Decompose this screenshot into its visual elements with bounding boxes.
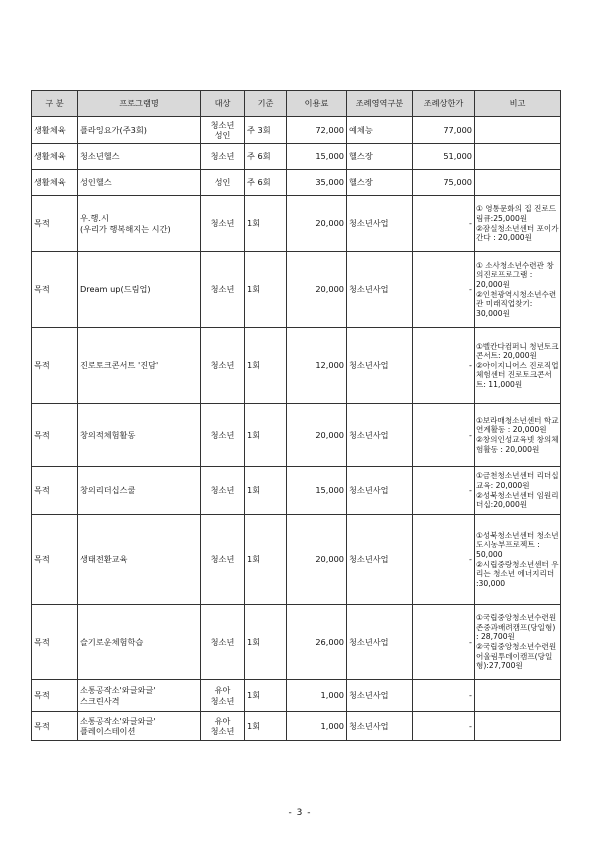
cell-fee: 15,000 (287, 144, 347, 170)
cell-target (201, 170, 245, 196)
cell-category: 목적 (32, 712, 78, 741)
cell-cap: - (413, 467, 475, 515)
cell-category: 목적 (32, 252, 78, 328)
cell-area: 청소년사업 (347, 515, 413, 605)
cell-cap: - (413, 515, 475, 605)
note-line: ②시립중랑청소년센터 우리는 청소년 에너지리더 :30,000 (476, 559, 559, 588)
cell-target (201, 252, 245, 328)
note-line: ① 소사청소년수련관 창의진로프로그램 : 20,000원 (476, 260, 554, 289)
cell-area: 청소년사업 (347, 404, 413, 467)
cell-target (201, 196, 245, 252)
cell-program (78, 712, 201, 741)
cell-basis: 1회 (245, 712, 287, 741)
cell-category: 목적 (32, 196, 78, 252)
cell-category: 목적 (32, 467, 78, 515)
note-wrapper (476, 342, 559, 390)
cell-category: 목적 (32, 404, 78, 467)
header-target: 대상 (201, 91, 245, 117)
cell-note (475, 605, 561, 680)
cell-basis: 주 3회 (245, 117, 287, 144)
cell-program (78, 196, 201, 252)
cell-fee: 1,000 (287, 680, 347, 712)
cell-basis: 1회 (245, 515, 287, 605)
cell-cap: 51,000 (413, 144, 475, 170)
cell-basis: 1회 (245, 328, 287, 404)
cell-note (475, 252, 561, 328)
cell-note (475, 117, 561, 144)
cell-note (475, 680, 561, 712)
note-line: ②성북청소년센터 임원리더십:20,000원 (476, 490, 559, 510)
program-name-line: 소통공작소'와글와글' (80, 715, 156, 726)
note-body (476, 613, 559, 671)
target-line: 청소년 (210, 695, 235, 706)
cell-basis: 1회 (245, 605, 287, 680)
cell-cap: - (413, 404, 475, 467)
target-line: 청소년 (210, 429, 235, 440)
cell-category: 목적 (32, 328, 78, 404)
header-basis: 기준 (245, 91, 287, 117)
cell-area: 청소년사업 (347, 467, 413, 515)
cell-basis: 주 6회 (245, 170, 287, 196)
cell-program (78, 117, 201, 144)
cell-target (201, 680, 245, 712)
cell-cap: - (413, 605, 475, 680)
table-row (32, 196, 561, 252)
fee-table-sheet (31, 90, 560, 741)
cell-cap: 77,000 (413, 117, 475, 144)
cell-program (78, 144, 201, 170)
cell-note (475, 712, 561, 741)
header-area: 조례영역구분 (347, 91, 413, 117)
target-line: 청소년 (210, 636, 235, 647)
table-row (32, 680, 561, 712)
note-wrapper (476, 531, 559, 589)
program-fee-table (31, 90, 561, 741)
program-name-line: 소통공작소'와글와글' (80, 685, 156, 696)
cell-target (201, 328, 245, 404)
table-header-row (32, 91, 561, 117)
note-line: ① 영통문화의 집 진로드림큐:25,000원 (476, 204, 557, 223)
cell-fee: 20,000 (287, 404, 347, 467)
cell-area: 청소년사업 (347, 328, 413, 404)
note-body (476, 342, 559, 390)
cell-program (78, 404, 201, 467)
note-body (476, 261, 559, 319)
note-line: ①보라매청소년센터 학교연계활동 : 20,000원 (476, 415, 559, 435)
program-name-line: 생태전환교육 (80, 554, 128, 565)
cell-fee: 20,000 (287, 252, 347, 328)
target-line: 청소년 (210, 151, 235, 162)
cell-area: 청소년사업 (347, 605, 413, 680)
note-wrapper (476, 204, 559, 242)
program-name-line: 창의리더십스쿨 (80, 485, 136, 496)
note-line: ②잠실청소년센터 포이가 간다 : 20,000원 (476, 223, 559, 243)
cell-target (201, 144, 245, 170)
target-line: 청소년 (210, 485, 235, 496)
cell-area: 청소년사업 (347, 712, 413, 741)
note-wrapper (476, 416, 559, 454)
target-line: 청소년 (210, 726, 235, 736)
target-line: 성인 (214, 130, 231, 140)
header-category: 구 분 (32, 91, 78, 117)
target-line: 청소년 (210, 554, 235, 565)
target-line: 청소년 (210, 119, 235, 130)
cell-note (475, 196, 561, 252)
cell-fee: 1,000 (287, 712, 347, 741)
table-row (32, 712, 561, 741)
cell-target (201, 605, 245, 680)
header-note: 비고 (475, 91, 561, 117)
cell-basis: 1회 (245, 680, 287, 712)
cell-cap: 75,000 (413, 170, 475, 196)
cell-target (201, 515, 245, 605)
program-name-line: 우.행.시 (80, 213, 109, 224)
cell-cap: - (413, 328, 475, 404)
cell-area: 헬스장 (347, 170, 413, 196)
table-row (32, 328, 561, 404)
program-name-line: 스크린사격 (80, 695, 120, 706)
cell-target (201, 404, 245, 467)
cell-category: 목적 (32, 680, 78, 712)
cell-basis: 1회 (245, 196, 287, 252)
cell-note (475, 515, 561, 605)
program-name-line: (우리가 행복해지는 시간) (80, 223, 171, 234)
table-row (32, 252, 561, 328)
target-line: 청소년 (210, 218, 235, 229)
table-row (32, 404, 561, 467)
cell-area: 청소년사업 (347, 196, 413, 252)
program-name-line: 성인헬스 (80, 177, 112, 188)
table-row (32, 467, 561, 515)
cell-cap: - (413, 252, 475, 328)
cell-cap: - (413, 196, 475, 252)
note-line: ①금천청소년센터 리더십 교육: 20,000원 (476, 471, 559, 490)
page-number: - 3 - (288, 808, 312, 818)
program-name-line: 플레이스테이션 (80, 726, 136, 736)
header-cap: 조례상한가 (413, 91, 475, 117)
header-program: 프로그램명 (78, 91, 201, 117)
note-line: ①벨칸다컴퍼니 청년토크콘서트: 20,000원 (476, 341, 559, 361)
cell-area: 청소년사업 (347, 680, 413, 712)
cell-fee: 26,000 (287, 605, 347, 680)
note-wrapper (476, 471, 559, 509)
cell-program (78, 605, 201, 680)
cell-program (78, 515, 201, 605)
cell-category: 생활체육 (32, 144, 78, 170)
program-name-line: Dream up(드림업) (80, 284, 151, 295)
program-name-line: 창의적체험활동 (80, 429, 136, 440)
target-line: 유아 (214, 715, 231, 726)
cell-basis: 1회 (245, 404, 287, 467)
note-body (476, 531, 559, 589)
cell-category: 생활체육 (32, 170, 78, 196)
cell-note (475, 404, 561, 467)
table-row (32, 515, 561, 605)
header-fee: 이용료 (287, 91, 347, 117)
cell-program (78, 170, 201, 196)
target-line: 성인 (214, 177, 231, 188)
cell-area: 헬스장 (347, 144, 413, 170)
table-row (32, 117, 561, 144)
cell-note (475, 467, 561, 515)
cell-area: 예체능 (347, 117, 413, 144)
cell-note (475, 170, 561, 196)
note-line: ②국립중앙청소년수련원 어울림투데이캠프(당일형):27,700원 (476, 642, 557, 671)
cell-category: 생활체육 (32, 117, 78, 144)
target-line: 청소년 (210, 360, 235, 371)
cell-basis: 1회 (245, 467, 287, 515)
note-line: ②인천광역시청소년수련관 미래직업찾기: 30,000원 (476, 289, 557, 318)
note-line: ②창의인성교육넷 창의체험활동 : 20,000원 (476, 435, 559, 454)
cell-fee: 35,000 (287, 170, 347, 196)
cell-category: 목적 (32, 605, 78, 680)
cell-cap: - (413, 680, 475, 712)
cell-fee: 20,000 (287, 196, 347, 252)
cell-fee: 15,000 (287, 467, 347, 515)
note-body (476, 204, 559, 242)
note-line: ①성북청소년센터 청소년도시농부프로젝트 : 50,000 (476, 530, 559, 559)
cell-program (78, 680, 201, 712)
cell-basis: 주 6회 (245, 144, 287, 170)
note-line: ①국립중앙청소년수련원 존중과배려캠프(당일형) : 28,700원 (476, 613, 557, 642)
cell-program (78, 328, 201, 404)
cell-target (201, 712, 245, 741)
cell-area: 청소년사업 (347, 252, 413, 328)
program-name-line: 진로토크콘서트 '진담' (80, 360, 159, 371)
note-line: ②아이지니어스 진로직업체험센터 진로토크콘서트: 11,000원 (476, 360, 559, 389)
table-row (32, 144, 561, 170)
note-wrapper (476, 613, 559, 671)
cell-category: 목적 (32, 515, 78, 605)
cell-program (78, 467, 201, 515)
cell-note (475, 144, 561, 170)
cell-program (78, 252, 201, 328)
cell-target (201, 467, 245, 515)
target-line: 유아 (214, 685, 231, 696)
table-row (32, 605, 561, 680)
target-line: 청소년 (210, 284, 235, 295)
cell-fee: 12,000 (287, 328, 347, 404)
program-name-line: 청소년헬스 (80, 151, 120, 162)
note-wrapper (476, 261, 559, 319)
note-body (476, 416, 559, 454)
cell-basis: 1회 (245, 252, 287, 328)
cell-cap: - (413, 712, 475, 741)
cell-note (475, 328, 561, 404)
table-row (32, 170, 561, 196)
note-body (476, 471, 559, 509)
cell-fee: 20,000 (287, 515, 347, 605)
cell-target (201, 117, 245, 144)
program-name-line: 플라잉요가(주3회) (80, 124, 147, 135)
program-name-line: 슬기로운체험학습 (80, 636, 144, 647)
cell-fee: 72,000 (287, 117, 347, 144)
